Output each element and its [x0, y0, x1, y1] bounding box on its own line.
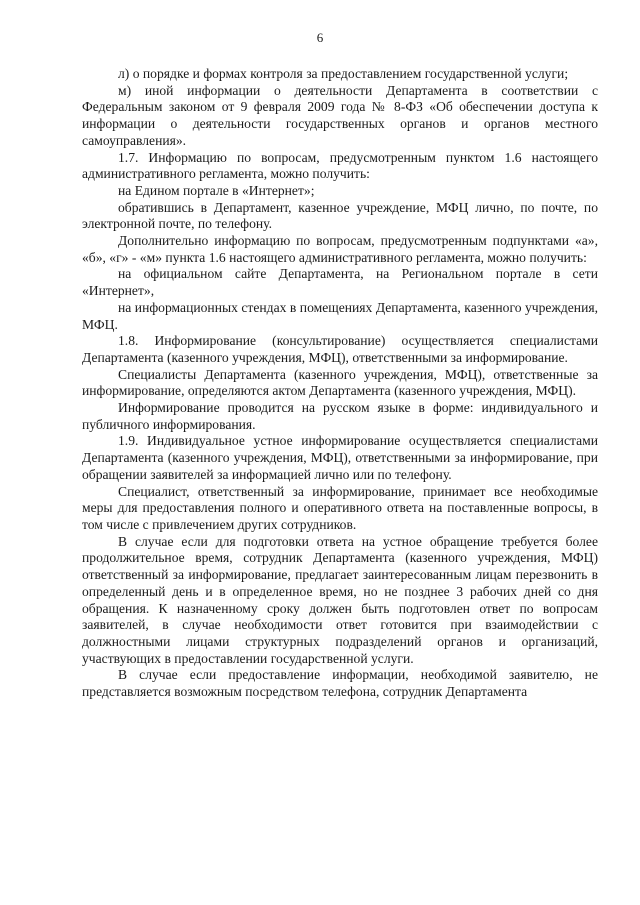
paragraph-contact-methods: обратившись в Департамент, казенное учреждение, МФЦ лично, по почте, по электронной почте, по телефону. [82, 199, 598, 232]
paragraph-item-m: м) иной информации о деятельности Департамента в соответствии с Федеральным законом от 9 февраля 2009 года № 8-ФЗ «Об обеспечении доступа к информации о деятельности государственных органов и органов местного самоуправления». [82, 82, 598, 148]
paragraph-official-site: на официальном сайте Департамента, на Региональном портале в сети «Интернет», [82, 266, 598, 299]
paragraph-info-stands: на информационных стендах в помещениях Департамента, казенного учреждения, МФЦ. [82, 299, 598, 332]
paragraph-unified-portal: на Едином портале в «Интернет»; [118, 182, 315, 198]
document-body [82, 66, 598, 701]
paragraph-phone-unavailable: В случае если предоставление информации, необходимой заявителю, не представляется возможным посредством телефона, сотрудник Департамента [82, 667, 598, 700]
paragraph-1-7: 1.7. Информацию по вопросам, предусмотренным пунктом 1.6 настоящего административного регламента, можно получить: [82, 149, 598, 182]
paragraph-1-9: 1.9. Индивидуальное устное информирование осуществляется специалистами Департамента (казенного учреждения, МФЦ), ответственными за информирование, при обращении заявителей за информацией лично или по телефону. [82, 433, 598, 482]
paragraph-language: Информирование проводится на русском языке в форме: индивидуального и публичного информирования. [82, 400, 598, 432]
paragraph-additional-info: Дополнительно информацию по вопросам, предусмотренным подпунктами «а», «б», «г» - «м» пункта 1.6 настоящего административного регламента, можно получить: [82, 233, 598, 265]
paragraph-specialists: Специалисты Департамента (казенного учреждения, МФЦ), ответственные за информирование, определяются актом Департамента (казенного учреждения, МФЦ). [82, 366, 598, 399]
paragraph-extended-time: В случае если для подготовки ответа на устное обращение требуется более продолжительное время, сотрудник Департамента (казенного учреждения, МФЦ) ответственный за информирование, предлагает заинтересованным лицам перезвонить в определенный день и в определенное время, но не позднее 3 рабочих дней со дня обращения. К назначенному сроку должен быть подготовлен ответ по вопросам заявителей, в случае необходимости ответ готовится при взаимодействии с должностными лицами структурных подразделений органов и организаций, участвующих в предоставлении государственной услуги. [82, 533, 598, 666]
paragraph-responsible-specialist: Специалист, ответственный за информирование, принимает все необходимые меры для предоставления полного и оперативного ответа на поставленные вопросы, в том числе с привлечением других сотрудников. [82, 483, 598, 532]
paragraph-1-8: 1.8. Информирование (консультирование) осуществляется специалистами Департамента (казенного учреждения, МФЦ), ответственными за информирование. [82, 333, 598, 365]
paragraph-item-l: л) о порядке и формах контроля за предоставлением государственной услуги; [118, 66, 569, 81]
page-number: 6 [316, 30, 324, 45]
